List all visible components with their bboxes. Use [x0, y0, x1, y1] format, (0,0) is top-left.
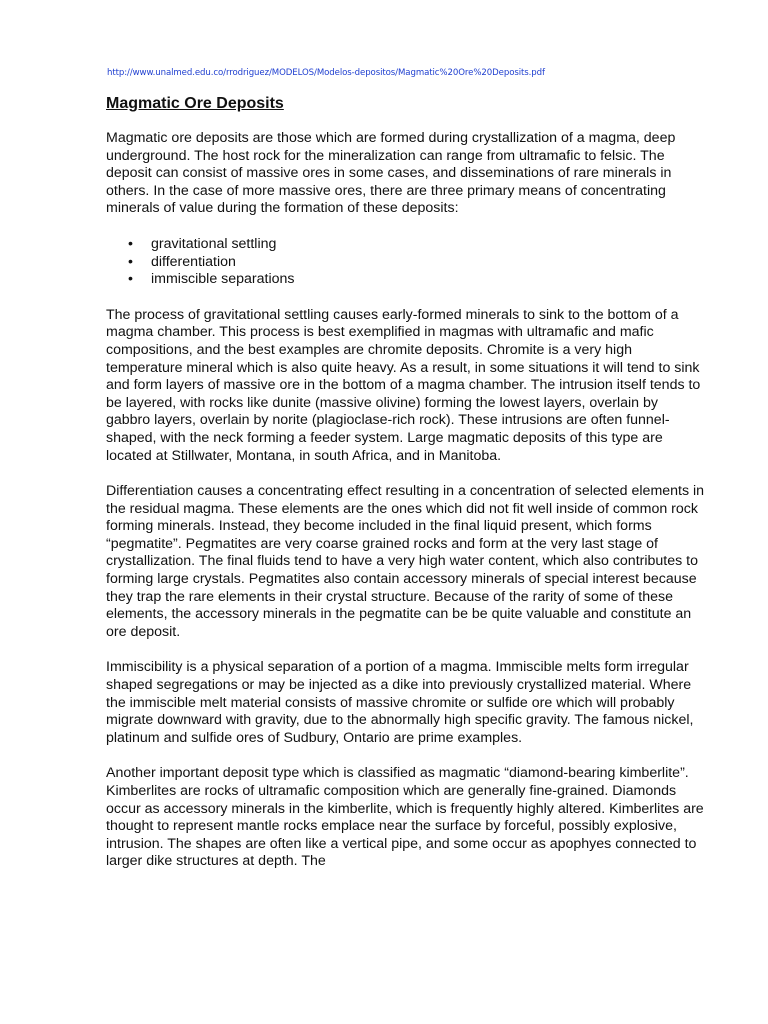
- list-item: [106, 254, 706, 272]
- bullet-icon: •: [128, 271, 133, 288]
- immiscibility-paragraph: Immiscibility is a physical separation of a portion of a magma. Immiscible melts form irregular shaped segregations or may be injected as a dike into previously crystallized material. Where the immiscible melt material consists of massive chromite or sulfide ore which will probably migrate downward with gravity, due to the abnormally high specific gravity. The famous nickel, platinum and sulfide ores of Sudbury, Ontario are prime examples.: [106, 659, 694, 746]
- document-body: [106, 94, 706, 889]
- list-item: [106, 236, 706, 254]
- differentiation-paragraph: Differentiation causes a concentrating effect resulting in a concentration of selected elements in the residual magma. These elements are the ones which did not fit well inside of common rock forming minerals. Instead, they become included in the final liquid present, which forms “pegmatite”. Pegmatites are very coarse grained rocks and form at the very last stage of crystallization. The final fluids tend to have a very high water content, which also contributes to forming large crystals. Pegmatites also contain accessory minerals of special interest because they trap the rare elements in their crystal structure. Because of the rarity of some of these elements, the accessory minerals in the pegmatite can be be quite valuable and constitute an ore deposit.: [106, 483, 705, 640]
- list-item-label: gravitational settling: [151, 235, 277, 252]
- source-url-link[interactable]: http://www.unalmed.edu.co/rrodriguez/MODELOS/Modelos-depositos/Magmatic%20Ore%20Deposits.pdf: [107, 68, 545, 78]
- bullet-icon: •: [128, 253, 133, 270]
- list-item-label: immiscible separations: [151, 271, 295, 288]
- intro-paragraph: Magmatic ore deposits are those which are formed during crystallization of a magma, deep underground. The host rock for the mineralization can range from ultramafic to felsic. The deposit can consist of massive ores in some cases, and disseminations of rare minerals in others. In the case of more massive ores, there are three primary means of concentrating minerals of value during the formation of these deposits:: [106, 130, 676, 217]
- page-title: Magmatic Ore Deposits: [106, 95, 284, 112]
- list-item: [106, 271, 706, 289]
- mechanism-list: [106, 236, 706, 289]
- kimberlite-paragraph: Another important deposit type which is classified as magmatic “diamond-bearing kimberlite”. Kimberlites are rocks of ultramafic composition which are generally fine-grained. Diamonds occur as accessory minerals in the kimberlite, which is frequently highly altered. Kimberlites are thought to represent mantle rocks emplace near the surface by forceful, possibly explosive, intrusion. The shapes are often like a vertical pipe, and some occur as apophyes connected to larger dike structures at depth. The: [106, 765, 704, 870]
- list-item-label: differentiation: [151, 253, 236, 270]
- bullet-icon: •: [128, 235, 133, 252]
- gravitational-settling-paragraph: The process of gravitational settling causes early-formed minerals to sink to the bottom of a magma chamber. This process is best exemplified in magmas with ultramafic and mafic compositions, and the best examples are chromite deposits. Chromite is a very high temperature mineral which is also quite heavy. As a result, in some situations it will tend to sink and form layers of massive ore in the bottom of a magma chamber. The intrusion itself tends to be layered, with rocks like dunite (massive olivine) forming the lowest layers, overlain by gabbro layers, overlain by norite (plagioclase-rich rock). These intrusions are often funnel-shaped, with the neck forming a feeder system. Large magmatic deposits of this type are located at Stillwater, Montana, in south Africa, and in Manitoba.: [106, 306, 701, 464]
